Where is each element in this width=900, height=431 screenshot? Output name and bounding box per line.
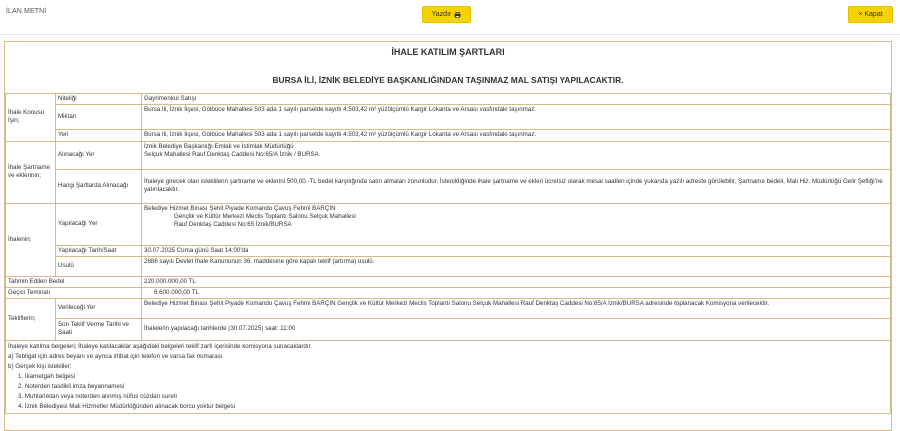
note-line: 3. Muhtarlıktan veya noterden alınmış nüfus cüzdan sureti [18, 392, 177, 400]
miktari-label: Miktarı [56, 104, 142, 129]
niteligi-value: Gayrimenkul Satışı [142, 93, 891, 104]
top-bar [0, 0, 900, 36]
konu-label: İhale Konusu İşin; [6, 93, 56, 141]
bedel-value: 220.000.000,00 TL [142, 276, 891, 287]
teklif-label: Tekliflerin; [6, 298, 56, 340]
niteligi-label: Niteliği [56, 93, 142, 104]
tarih-value: 30.07.2025 Cuma günü Saat 14:00'da [142, 245, 891, 256]
close-button[interactable] [848, 6, 893, 23]
note-line: 1. İkametgah belgesi [18, 372, 76, 380]
document-title: İHALE KATILIM ŞARTLARI [391, 47, 505, 57]
sartname-label: İhale Şartname ve eklerinin; [6, 141, 56, 203]
tarih-label: Yapılacağı Tarih/Saat [56, 245, 142, 256]
conditions-table [5, 42, 891, 341]
teminat-value: 6.600.000,00 TL [142, 287, 891, 298]
note-line: İhaleye katılma belgeleri; İhaleye katılacaklar aşağıdaki belgeleri teklif zarfı içerisinde komisyona sunacaklardır. [8, 342, 313, 350]
alinacagi-line1: İznik Belediye Başkanlığı Emlak ve İstimlak Müdürlüğü [144, 142, 294, 150]
ihalenin-label: İhalenin; [6, 203, 56, 276]
document-frame [4, 41, 892, 431]
yapilacagi-line1: Belediye Hizmet Binası Şehit Piyade Komando Çavuş Fehmi BARÇIN [144, 204, 336, 212]
yapilacagi-value [142, 203, 891, 245]
header-divider [0, 34, 900, 35]
sonteklif-label: Son Teklif Verme Tarihi ve Saati [56, 318, 142, 340]
document-title-cell [6, 42, 891, 93]
bedel-label: Tahmin Edilen Bedel [6, 276, 142, 287]
hangi-label: Hangi Şartlarda Alınacağı [56, 169, 142, 203]
print-button[interactable] [422, 6, 471, 23]
notes-block [5, 341, 891, 414]
alinacagi-line2: Selçuk Mahallesi Rauf Denktaş Caddesi No:65/A İznik / BURSA [144, 150, 319, 158]
yeri-label: Yeri [56, 129, 142, 141]
alinacagi-value [142, 141, 891, 169]
printer-icon [454, 12, 461, 18]
yapilacagi-line2: Gençlik ve Kültür Merkezi Meclis Toplantı Salonu Selçuk Mahallesi [174, 212, 356, 220]
yapilacagi-label: Yapılacağı Yer [56, 203, 142, 245]
print-button-label: Yazdır [431, 11, 452, 18]
verilecegi-value: Belediye Hizmet Binası Şehit Piyade Komando Çavuş Fehmi BARÇIN Gençlik ve Kültür Merkezi Meclis Toplantı Salonu Selçuk Mahallesi Rauf Denktaş Caddesi No:65/A İznik/BURSA adresinde toplanacak Komisyona verilecektir. [142, 298, 891, 318]
miktari-value: Bursa Ili, İznik İlçesi, Gölbüce Mahallesi 503 ada 1 sayılı parselde kayıtlı 4.503,42 m² yüzölçümlü Kargir Lokanta ve Arsası vasfındaki taşınmaz. [142, 104, 891, 129]
close-button-label: × Kapat [858, 11, 883, 18]
note-line: a) Tebligat için adres beyanı ve ayrıca irtibat için telefon ve varsa fax numarası [8, 352, 223, 360]
teminat-label: Geçici Teminatı [6, 287, 142, 298]
alinacagi-label: Alınacağı Yer [56, 141, 142, 169]
page-label: İLAN METNİ [6, 8, 47, 15]
verilecegi-label: Verileceği Yer [56, 298, 142, 318]
sonteklif-value: İhalelerin yapılacağı tarihlerde (30.07.2025) saat: 11:00 [142, 318, 891, 340]
yeri-value: Bursa Ili, İznik İlçesi, Gölbüce Mahallesi 503 ada 1 sayılı parselde kayıtlı 4.503,42 m² yüzölçümlü Kargir Lokanta ve Arsası vasfındaki taşınmaz. [142, 129, 891, 141]
note-line: 4. İznik Belediyesi Mali Hizmetler Müdürlüğünden alınacak borcu yoktur belgesi [18, 402, 236, 410]
hangi-value: İhaleye girecek olan isteklilerin şartname ve eklerini 500,00.-TL bedel karşılığında satın almaları zorunludur. İstenildiğinde ihale şartname ve ekleri ücretsiz olarak mesai saatleri içinde yukarıda yazılı adreste görülebilir. Şartname bedeli, Mali Hiz. Müdürlüğü Gelir Şefliği'ne yatırılacaktır. [142, 169, 891, 203]
yapilacagi-line3: Rauf Denktaş Caddesi No:65 İznik/BURSA [174, 220, 292, 228]
document-subtitle: BURSA İLİ, İZNİK BELEDİYE BAŞKANLIĞINDAN TAŞINMAZ MAL SATIŞI YAPILACAKTIR. [272, 74, 624, 85]
usulu-label: Usulü [56, 256, 142, 276]
note-line: 2. Noterden tasdikli imza beyannamesi [18, 382, 125, 390]
note-line: b) Gerçek kişi istekliler; [8, 362, 72, 370]
usulu-value: 2886 sayılı Devlet İhale Kanununun 36. maddesine göre kapalı teklif (artırma) usulü. [142, 256, 891, 276]
